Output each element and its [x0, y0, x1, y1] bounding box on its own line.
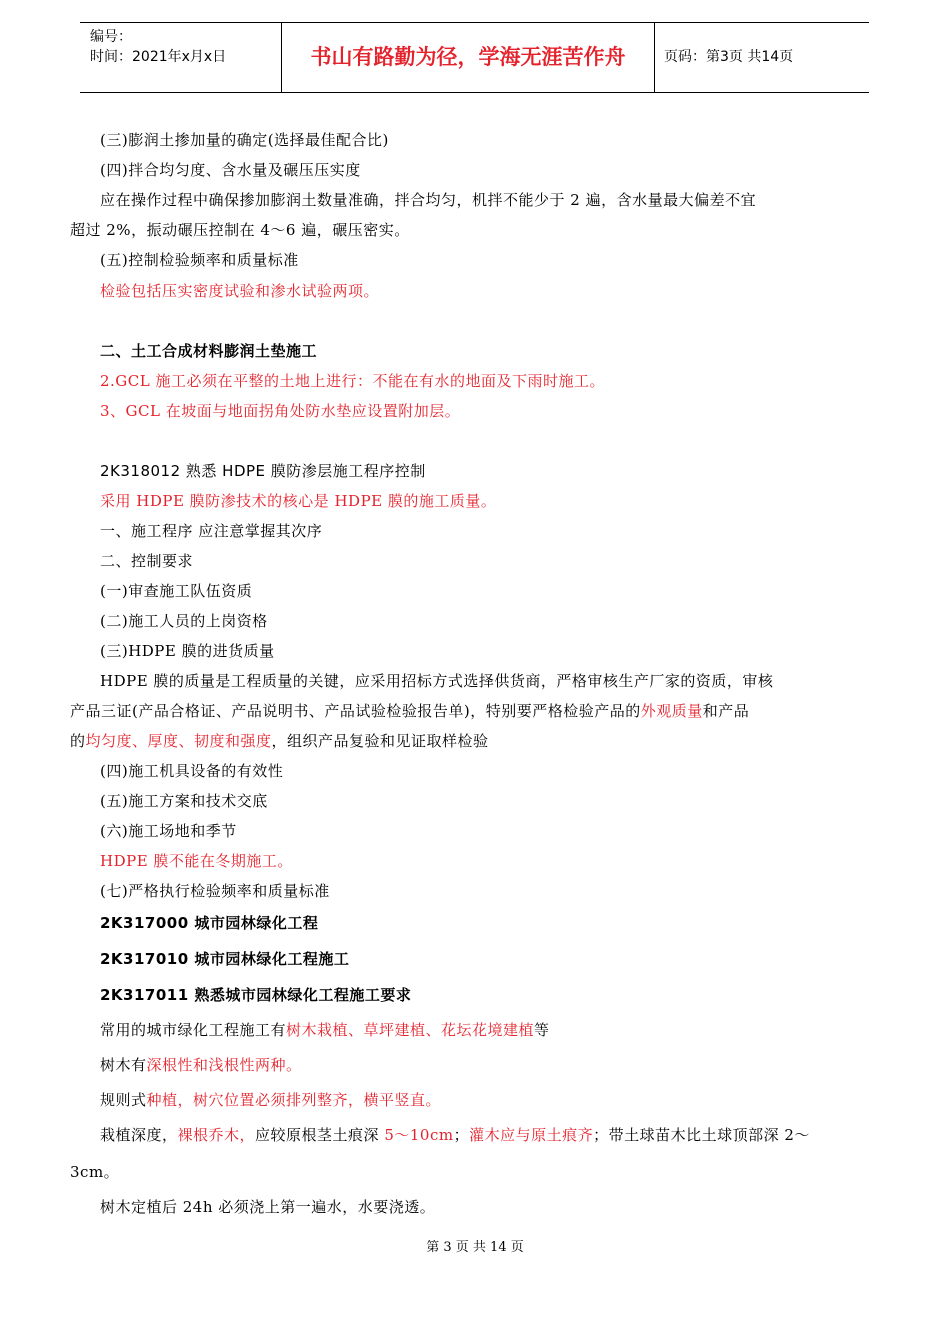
body-line	[100, 1125, 810, 1145]
body-line	[70, 731, 489, 751]
chapter-heading: 2K317000 城市园林绿化工程	[100, 914, 319, 932]
highlight-run: 裸根乔木，	[177, 1126, 256, 1144]
text-run: ；带土球苗木比土球顶部深 2～	[593, 1126, 810, 1144]
header-motto: 书山有路勤为径，学海无涯苦作舟	[310, 45, 626, 69]
highlight-run: 均匀度、厚度、韧度和强度	[85, 732, 272, 750]
body-line: (三)HDPE 膜的进货质量	[100, 642, 275, 660]
body-line: 一、施工程序 应注意掌握其次序	[100, 522, 323, 540]
body-line: (四)施工机具设备的有效性	[100, 762, 284, 780]
body-line: 3cm。	[70, 1163, 120, 1181]
text-run: 栽植深度，	[100, 1126, 178, 1144]
document-time-label: 时间：2021年x月x日	[90, 49, 227, 65]
body-line: 应在操作过程中确保掺加膨润土数量准确，拌合均匀，机拌不能少于 2 遍，含水量最大偏差不宜	[100, 191, 757, 209]
body-line: 超过 2%，振动碾压控制在 4～6 遍，碾压密实。	[70, 221, 410, 239]
highlight-line: 2.GCL 施工必须在平整的土地上进行：不能在有水的地面及下雨时施工。	[100, 372, 606, 390]
text-run: 的	[70, 732, 86, 750]
highlight-line: 采用 HDPE 膜防渗技术的核心是 HDPE 膜的施工质量。	[100, 492, 497, 510]
text-run: ，组织产品复验和见证取样检验	[271, 732, 489, 750]
highlight-line: HDPE 膜不能在冬期施工。	[100, 852, 293, 870]
text-run: 常用的城市绿化工程施工有	[100, 1021, 287, 1039]
highlight-run: 深根性和浅根性两种。	[146, 1056, 302, 1074]
page-footer: 第 3 页 共 14 页	[426, 1240, 524, 1255]
highlight-line: 检验包括压实密度试验和渗水试验两项。	[100, 282, 380, 300]
text-run: 树木有	[100, 1056, 147, 1074]
highlight-run: 外观质量	[640, 702, 703, 720]
page-header	[80, 22, 869, 93]
body-line	[100, 1020, 550, 1040]
body-line	[70, 701, 749, 721]
header-divider	[654, 23, 655, 92]
body-line: (五)施工方案和技术交底	[100, 792, 268, 810]
body-line: (七)严格执行检验频率和质量标准	[100, 882, 330, 900]
text-run: 应较原根茎土痕深	[255, 1126, 385, 1144]
document-number-label: 编号：	[90, 29, 132, 45]
text-run: 等	[534, 1021, 550, 1039]
highlight-run: 种植，树穴位置必须排列整齐，横平竖直。	[146, 1091, 442, 1109]
text-run: 规则式	[100, 1091, 147, 1109]
highlight-run: 树木栽植、草坪建植、花坛花境建植	[286, 1021, 535, 1039]
body-line: (五)控制检验频率和质量标准	[100, 251, 299, 269]
body-line: (三)膨润土掺加量的确定(选择最佳配合比)	[100, 131, 389, 149]
body-line: (一)审查施工队伍资质	[100, 582, 253, 600]
body-line: 树木定植后 24h 必须浇上第一遍水，水要浇透。	[100, 1198, 436, 1216]
chapter-heading: 2K317011 熟悉城市园林绿化工程施工要求	[100, 986, 412, 1004]
section-heading: 2K318012 熟悉 HDPE 膜防渗层施工程序控制	[100, 462, 426, 480]
highlight-line: 3、GCL 在坡面与地面拐角处防水垫应设置附加层。	[100, 402, 461, 420]
body-line	[100, 1055, 302, 1075]
body-line: (四)拌合均匀度、含水量及碾压压实度	[100, 161, 361, 179]
highlight-run: 灌木应与原土痕齐	[469, 1126, 594, 1144]
body-line: (二)施工人员的上岗资格	[100, 612, 268, 630]
body-line	[100, 1090, 441, 1110]
body-line: 二、控制要求	[100, 552, 194, 570]
text-run: 产品三证(产品合格证、产品说明书、产品试验检验报告单)，特别要严格检验产品的	[70, 702, 641, 720]
header-meta	[90, 27, 226, 67]
body-line: (六)施工场地和季节	[100, 822, 237, 840]
body-line: HDPE 膜的质量是工程质量的关键，应采用招标方式选择供货商，严格审核生产厂家的资质，审核	[100, 672, 774, 690]
header-page-number: 页码：第3页 共14页	[664, 49, 794, 65]
highlight-run: 5～10cm	[384, 1126, 454, 1144]
text-run: 和产品	[702, 702, 750, 720]
section-heading: 二、土工合成材料膨润土垫施工	[100, 342, 318, 360]
text-run: ；	[453, 1126, 470, 1144]
chapter-heading: 2K317010 城市园林绿化工程施工	[100, 950, 350, 968]
